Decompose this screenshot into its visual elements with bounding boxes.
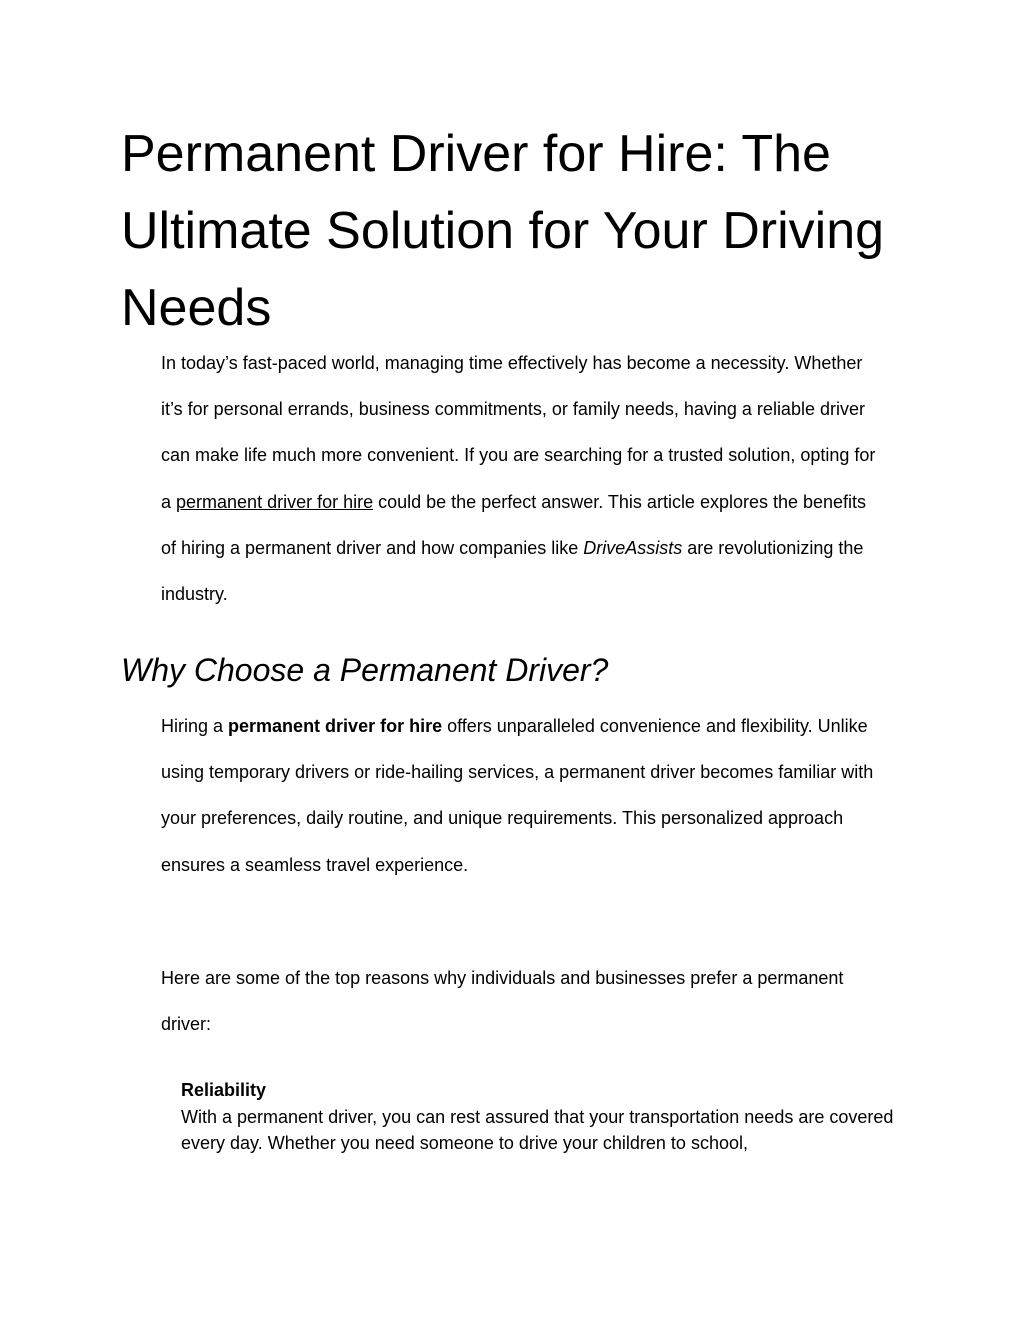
- permanent-driver-link[interactable]: permanent driver for hire: [176, 491, 374, 512]
- section-heading-why: Why Choose a Permanent Driver?: [121, 652, 609, 688]
- intro-text-1: In today’s fast-paced world, managing time effectively has become a necessity. Whether it’s for personal errands, business commitments, or family needs, having a reliable driver can make life much more convenient. If you are searching for a trusted solution, opting for a: [161, 353, 876, 512]
- company-name: DriveAssists: [583, 537, 683, 558]
- why-p1-bold: permanent driver for hire: [228, 716, 443, 736]
- page-title: Permanent Driver for Hire: The Ultimate Solution for Your Driving Needs: [121, 125, 885, 337]
- intro-paragraph: [161, 340, 881, 617]
- why-p1-prefix: Hiring a: [161, 716, 229, 736]
- why-paragraph-1: [161, 703, 881, 888]
- reason-item-reliability: [181, 1077, 911, 1157]
- reason-text: With a permanent driver, you can rest assured that your transportation needs are covered every day. Whether you need someone to drive your children to school,: [181, 1106, 894, 1153]
- reason-title: Reliability: [181, 1080, 267, 1100]
- intro-text-2: could be the perfect answer. This article explores the benefits of hiring a permanent driver and how companies like: [161, 491, 867, 558]
- why-p1-suffix: offers unparalleled convenience and flexibility. Unlike using temporary drivers or ride-hailing services, a permanent driver becomes familiar with your preferences, daily routine, and unique requirements. This personalized approach ensures a seamless travel experience.: [161, 716, 874, 875]
- intro-text-3: are revolutionizing the industry.: [161, 537, 864, 605]
- why-paragraph-2: Here are some of the top reasons why individuals and businesses prefer a permanent driver:: [161, 968, 844, 1035]
